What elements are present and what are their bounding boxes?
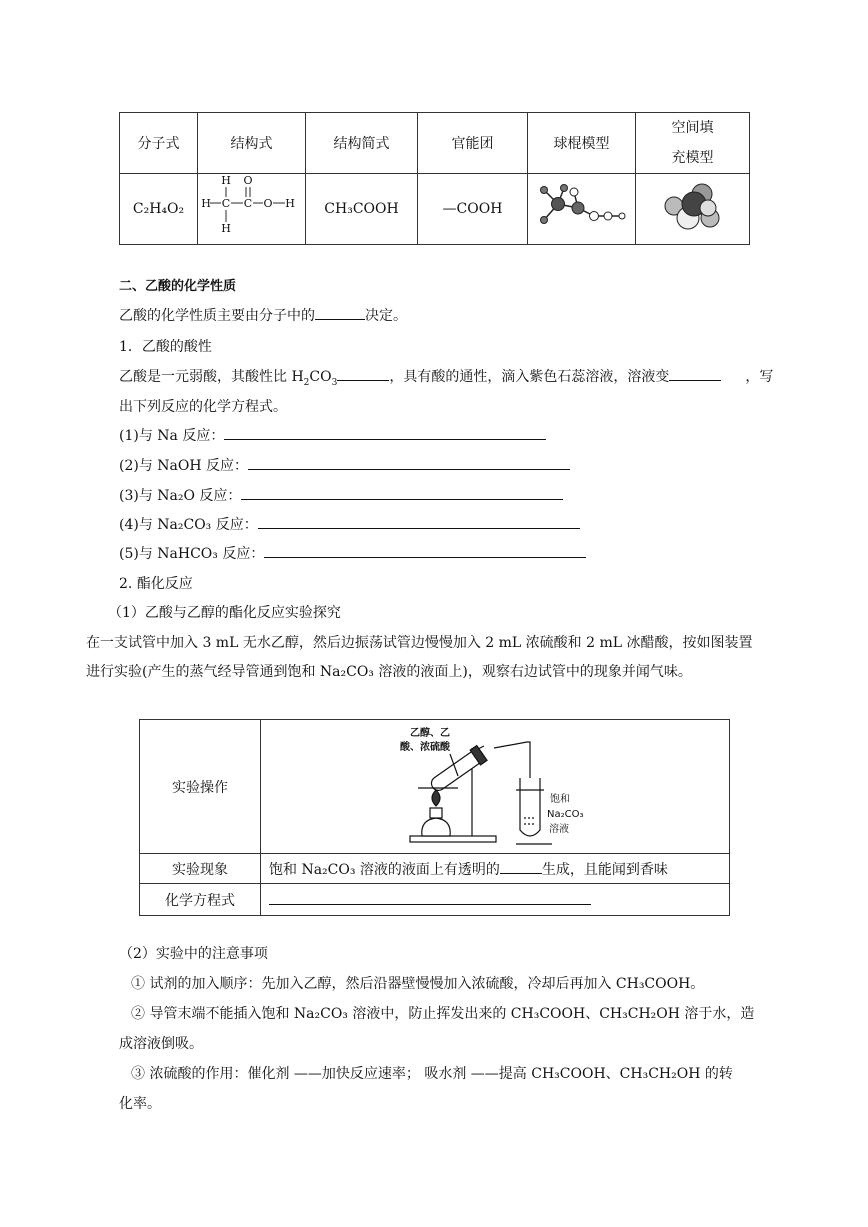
atom-o-top: O bbox=[242, 174, 253, 187]
reaction-line-1 bbox=[119, 425, 546, 445]
atom-h-left: H bbox=[201, 197, 211, 210]
apparatus-label-reagents-1: 乙醇、乙 bbox=[410, 728, 450, 739]
equation-cell bbox=[261, 884, 730, 916]
functional-group-cell: —COOH bbox=[418, 174, 528, 245]
phenomenon-label: 实验现象 bbox=[140, 854, 261, 884]
header-space-filling-model bbox=[636, 113, 750, 174]
header-simplified-formula: 结构简式 bbox=[306, 113, 418, 174]
notes-title: （2）实验中的注意事项 bbox=[119, 946, 268, 962]
reaction-label-3: (3)与 Na₂O 反应： bbox=[119, 488, 242, 504]
equation-label: 化学方程式 bbox=[140, 884, 261, 916]
note-2-line2: 成溶液倒吸。 bbox=[119, 1036, 203, 1052]
structural-formula-cell bbox=[198, 174, 306, 245]
molecular-formula-cell: C₂H₄O₂ bbox=[120, 174, 198, 245]
intro-paragraph bbox=[119, 305, 407, 325]
experiment-text-line2: 进行实验(产生的蒸气经导管通到饱和 Na₂CO₃ 溶液的液面上)，观察右边试管中的现象并闻气味。 bbox=[86, 664, 692, 680]
reaction-blank-4 bbox=[258, 514, 580, 529]
header-functional-group: 官能团 bbox=[418, 113, 528, 174]
acidity-paragraph-line2: 出下列反应的化学方程式。 bbox=[119, 399, 287, 415]
note-1: ① 试剂的加入顺序：先加入乙醇，然后沿器壁慢慢加入浓硫酸，冷却后再加入 CH₃COOH。 bbox=[131, 976, 705, 992]
atom-c2: C bbox=[243, 197, 252, 210]
acid-sub3: 3 bbox=[331, 377, 338, 388]
ball-stick-model-cell bbox=[528, 174, 636, 245]
simplified-formula-cell: CH₃COOH bbox=[306, 174, 418, 245]
acid-text-a: 乙酸是一元弱酸，其酸性比 H bbox=[119, 369, 304, 385]
section2-title: 二、乙酸的化学性质 bbox=[119, 279, 237, 294]
acetic-acid-properties-table bbox=[119, 112, 750, 245]
header-space-filling-line2: 充模型 bbox=[671, 150, 714, 166]
intro-text-b: 决定。 bbox=[365, 308, 407, 324]
equation-blank bbox=[269, 890, 591, 905]
header-ball-stick-model: 球棍模型 bbox=[528, 113, 636, 174]
esterification-apparatus-diagram bbox=[262, 720, 728, 853]
atom-h-right: H bbox=[284, 197, 295, 210]
apparatus-label-solution: 溶液 bbox=[549, 824, 569, 835]
header-structural-formula: 结构式 bbox=[198, 113, 306, 174]
subsection1-title: 1．乙酸的酸性 bbox=[119, 339, 212, 355]
reaction-blank-2 bbox=[248, 455, 570, 470]
space-filling-model-cell bbox=[636, 174, 750, 245]
structural-formula-diagram bbox=[202, 174, 302, 240]
reaction-blank-3 bbox=[241, 485, 563, 500]
acid-text-b: ，具有酸的通性，滴入紫色石蕊溶液，溶液变 bbox=[389, 369, 670, 385]
phenomenon-text-b: 生成，且能闻到香味 bbox=[541, 861, 668, 878]
reaction-label-2: (2)与 NaOH 反应： bbox=[119, 458, 249, 474]
reaction-line-3 bbox=[119, 485, 563, 505]
apparatus-label-saturated: 饱和 bbox=[550, 794, 570, 805]
reaction-label-5: (5)与 NaHCO₃ 反应： bbox=[119, 546, 265, 562]
reaction-blank-1 bbox=[224, 425, 546, 440]
atom-h-top: H bbox=[220, 174, 231, 187]
reaction-line-2 bbox=[119, 455, 570, 475]
acid-blank-2 bbox=[669, 366, 721, 381]
reaction-label-1: (1)与 Na 反应： bbox=[119, 428, 225, 444]
operation-label: 实验操作 bbox=[140, 720, 261, 854]
reaction-line-5 bbox=[119, 543, 586, 563]
reaction-label-4: (4)与 Na₂CO₃ 反应： bbox=[119, 517, 258, 533]
reaction-blank-5 bbox=[264, 543, 586, 558]
acidity-paragraph-line1 bbox=[119, 366, 773, 388]
phenomenon-blank bbox=[500, 859, 542, 874]
note-3-line2: 化率。 bbox=[119, 1096, 161, 1112]
atom-h-bottom: H bbox=[220, 222, 231, 235]
intro-blank bbox=[315, 305, 365, 320]
acid-blank-1 bbox=[337, 366, 389, 381]
apparatus-label-na2co3: Na₂CO₃ bbox=[547, 809, 584, 820]
acid-text-c: ，写 bbox=[745, 369, 774, 385]
phenomenon-text-a: 饱和 Na₂CO₃ 溶液的液面上有透明的 bbox=[269, 861, 500, 878]
note-2-line1: ② 导管末端不能插入饱和 Na₂CO₃ 溶液中，防止挥发出来的 CH₃COOH、CH₃CH₂OH 溶于水，造 bbox=[131, 1006, 755, 1022]
phenomenon-cell bbox=[261, 854, 730, 884]
space-filling-model-image bbox=[658, 182, 728, 232]
intro-text-a: 乙酸的化学性质主要由分子中的 bbox=[119, 308, 315, 324]
note-3-line1: ③ 浓硫酸的作用：催化剂 ——加快反应速率； 吸水剂 ——提高 CH₃COOH、CH₃CH₂OH 的转 bbox=[131, 1066, 733, 1082]
acid-sub2: 2 bbox=[303, 377, 310, 388]
atom-c1: C bbox=[221, 197, 230, 210]
acid-co: CO bbox=[309, 369, 332, 385]
apparatus-label-reagents-2: 酸、浓硫酸 bbox=[400, 742, 450, 753]
subsection2-title: 2. 酯化反应 bbox=[119, 576, 193, 592]
reaction-line-4 bbox=[119, 514, 580, 534]
header-space-filling-line1: 空间填 bbox=[671, 120, 714, 136]
atom-o-right: O bbox=[262, 197, 273, 210]
subsection2-1-title: （1）乙酸与乙醇的酯化反应实验探究 bbox=[108, 605, 341, 621]
header-molecular-formula: 分子式 bbox=[120, 113, 198, 174]
experiment-text-line1: 在一支试管中加入 3 mL 无水乙醇，然后边振荡试管边慢慢加入 2 mL 浓硫酸和 2 mL 冰醋酸，按如图装置 bbox=[86, 635, 753, 651]
ball-stick-model-image bbox=[534, 182, 630, 232]
